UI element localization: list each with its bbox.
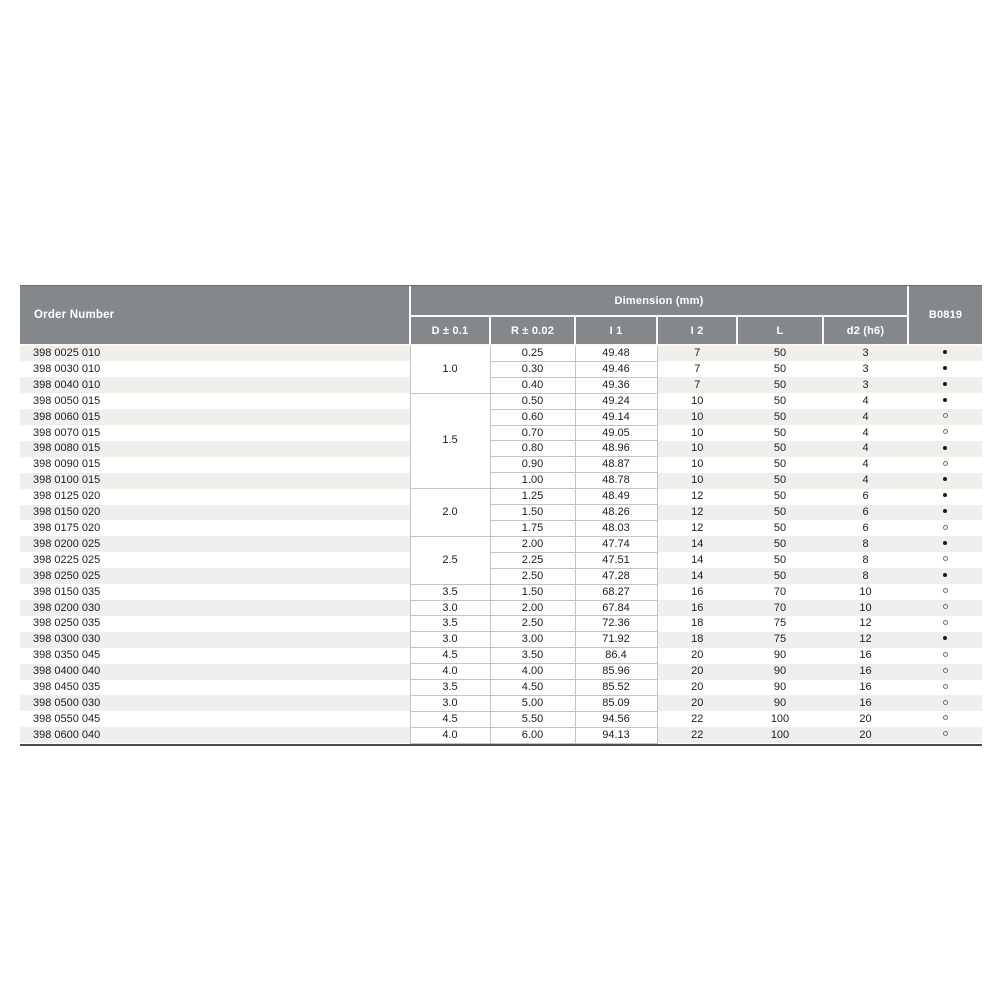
radius-cell: 1.25 — [490, 489, 575, 505]
stock-mark-cell — [908, 695, 982, 711]
stock-open-dot-icon — [943, 588, 948, 593]
radius-cell: 5.50 — [490, 711, 575, 727]
stock-mark-cell — [908, 393, 982, 409]
l2-cell: 14 — [657, 552, 737, 568]
table-row — [20, 616, 982, 632]
radius-cell: 2.50 — [490, 616, 575, 632]
overall-length-cell: 50 — [737, 393, 823, 409]
stock-mark-cell — [908, 505, 982, 521]
l2-cell: 22 — [657, 711, 737, 727]
stock-mark-cell — [908, 457, 982, 473]
diameter-cell: 4.5 — [410, 648, 490, 664]
l2-cell: 12 — [657, 520, 737, 536]
shank-diameter-cell: 4 — [823, 425, 908, 441]
radius-cell: 0.80 — [490, 441, 575, 457]
l2-cell: 7 — [657, 345, 737, 361]
table-row — [20, 632, 982, 648]
shank-diameter-cell: 3 — [823, 345, 908, 361]
l1-cell: 85.52 — [575, 680, 657, 696]
shank-diameter-cell: 12 — [823, 616, 908, 632]
table-row — [20, 361, 982, 377]
col-header-length: L — [737, 316, 823, 345]
table-header — [20, 286, 982, 345]
order-number-cell: 398 0175 020 — [20, 520, 410, 536]
l1-cell: 49.05 — [575, 425, 657, 441]
l1-cell: 48.03 — [575, 520, 657, 536]
radius-cell: 1.50 — [490, 505, 575, 521]
stock-filled-dot-icon — [943, 509, 947, 513]
radius-cell: 4.50 — [490, 680, 575, 696]
radius-cell: 0.90 — [490, 457, 575, 473]
stock-open-dot-icon — [943, 525, 948, 530]
order-number-cell: 398 0030 010 — [20, 361, 410, 377]
table-row — [20, 727, 982, 743]
order-number-cell: 398 0225 025 — [20, 552, 410, 568]
diameter-cell: 3.0 — [410, 632, 490, 648]
order-number-cell: 398 0040 010 — [20, 377, 410, 393]
l1-cell: 48.87 — [575, 457, 657, 473]
table-row — [20, 520, 982, 536]
product-dimensions-table — [20, 286, 982, 744]
shank-diameter-cell: 20 — [823, 711, 908, 727]
stock-mark-cell — [908, 648, 982, 664]
l2-cell: 10 — [657, 409, 737, 425]
l2-cell: 20 — [657, 695, 737, 711]
shank-diameter-cell: 6 — [823, 505, 908, 521]
diameter-cell: 4.0 — [410, 727, 490, 743]
order-number-cell: 398 0250 035 — [20, 616, 410, 632]
diameter-cell: 2.0 — [410, 489, 490, 537]
stock-mark-cell — [908, 584, 982, 600]
stock-filled-dot-icon — [943, 366, 947, 370]
radius-cell: 2.00 — [490, 536, 575, 552]
l2-cell: 20 — [657, 664, 737, 680]
table-row — [20, 536, 982, 552]
order-number-cell: 398 0150 020 — [20, 505, 410, 521]
stock-open-dot-icon — [943, 668, 948, 673]
product-dimensions-table-wrap — [20, 285, 982, 746]
diameter-cell: 3.5 — [410, 680, 490, 696]
shank-diameter-cell: 8 — [823, 536, 908, 552]
stock-mark-cell — [908, 377, 982, 393]
l1-cell: 49.14 — [575, 409, 657, 425]
table-row — [20, 568, 982, 584]
order-number-cell: 398 0080 015 — [20, 441, 410, 457]
stock-open-dot-icon — [943, 700, 948, 705]
shank-diameter-cell: 16 — [823, 680, 908, 696]
shank-diameter-cell: 8 — [823, 568, 908, 584]
l1-cell: 68.27 — [575, 584, 657, 600]
shank-diameter-cell: 6 — [823, 520, 908, 536]
col-header-dimension-group: Dimension (mm) — [410, 286, 908, 316]
radius-cell: 3.50 — [490, 648, 575, 664]
stock-open-dot-icon — [943, 715, 948, 720]
stock-mark-cell — [908, 600, 982, 616]
l2-cell: 10 — [657, 441, 737, 457]
order-number-cell: 398 0200 030 — [20, 600, 410, 616]
overall-length-cell: 90 — [737, 680, 823, 696]
order-number-cell: 398 0150 035 — [20, 584, 410, 600]
l1-cell: 67.84 — [575, 600, 657, 616]
l2-cell: 20 — [657, 648, 737, 664]
diameter-cell: 3.5 — [410, 616, 490, 632]
radius-cell: 0.60 — [490, 409, 575, 425]
shank-diameter-cell: 16 — [823, 648, 908, 664]
stock-open-dot-icon — [943, 652, 948, 657]
order-number-cell: 398 0550 045 — [20, 711, 410, 727]
overall-length-cell: 50 — [737, 345, 823, 361]
overall-length-cell: 70 — [737, 600, 823, 616]
stock-mark-cell — [908, 361, 982, 377]
overall-length-cell: 50 — [737, 536, 823, 552]
stock-open-dot-icon — [943, 413, 948, 418]
table-row — [20, 457, 982, 473]
overall-length-cell: 100 — [737, 711, 823, 727]
radius-cell: 5.00 — [490, 695, 575, 711]
table-row — [20, 648, 982, 664]
order-number-cell: 398 0090 015 — [20, 457, 410, 473]
l1-cell: 47.51 — [575, 552, 657, 568]
overall-length-cell: 50 — [737, 568, 823, 584]
l2-cell: 7 — [657, 377, 737, 393]
overall-length-cell: 50 — [737, 505, 823, 521]
diameter-cell: 1.5 — [410, 393, 490, 488]
l1-cell: 47.74 — [575, 536, 657, 552]
l1-cell: 48.49 — [575, 489, 657, 505]
overall-length-cell: 50 — [737, 489, 823, 505]
l1-cell: 49.48 — [575, 345, 657, 361]
stock-mark-cell — [908, 727, 982, 743]
l2-cell: 14 — [657, 536, 737, 552]
stock-open-dot-icon — [943, 620, 948, 625]
col-header-order-number: Order Number — [20, 286, 410, 345]
radius-cell: 4.00 — [490, 664, 575, 680]
radius-cell: 0.25 — [490, 345, 575, 361]
overall-length-cell: 75 — [737, 632, 823, 648]
radius-cell: 2.25 — [490, 552, 575, 568]
overall-length-cell: 50 — [737, 441, 823, 457]
radius-cell: 3.00 — [490, 632, 575, 648]
table-row — [20, 489, 982, 505]
overall-length-cell: 50 — [737, 425, 823, 441]
stock-mark-cell — [908, 409, 982, 425]
stock-open-dot-icon — [943, 731, 948, 736]
l2-cell: 10 — [657, 425, 737, 441]
stock-mark-cell — [908, 616, 982, 632]
overall-length-cell: 50 — [737, 457, 823, 473]
order-number-cell: 398 0200 025 — [20, 536, 410, 552]
l2-cell: 7 — [657, 361, 737, 377]
stock-filled-dot-icon — [943, 541, 947, 545]
stock-mark-cell — [908, 520, 982, 536]
order-number-cell: 398 0600 040 — [20, 727, 410, 743]
radius-cell: 1.50 — [490, 584, 575, 600]
table-row — [20, 552, 982, 568]
l2-cell: 16 — [657, 600, 737, 616]
l2-cell: 16 — [657, 584, 737, 600]
stock-filled-dot-icon — [943, 350, 947, 354]
shank-diameter-cell: 4 — [823, 409, 908, 425]
overall-length-cell: 50 — [737, 552, 823, 568]
stock-open-dot-icon — [943, 604, 948, 609]
overall-length-cell: 90 — [737, 695, 823, 711]
stock-mark-cell — [908, 664, 982, 680]
shank-diameter-cell: 3 — [823, 377, 908, 393]
table-row — [20, 505, 982, 521]
radius-cell: 0.50 — [490, 393, 575, 409]
stock-open-dot-icon — [943, 429, 948, 434]
order-number-cell: 398 0070 015 — [20, 425, 410, 441]
stock-mark-cell — [908, 345, 982, 361]
stock-mark-cell — [908, 568, 982, 584]
stock-mark-cell — [908, 489, 982, 505]
diameter-cell: 2.5 — [410, 536, 490, 584]
radius-cell: 2.00 — [490, 600, 575, 616]
stock-filled-dot-icon — [943, 636, 947, 640]
col-header-r-tolerance: R ± 0.02 — [490, 316, 575, 345]
l1-cell: 49.46 — [575, 361, 657, 377]
l2-cell: 18 — [657, 632, 737, 648]
l1-cell: 85.09 — [575, 695, 657, 711]
shank-diameter-cell: 4 — [823, 473, 908, 489]
overall-length-cell: 100 — [737, 727, 823, 743]
diameter-cell: 4.5 — [410, 711, 490, 727]
radius-cell: 0.40 — [490, 377, 575, 393]
table-row — [20, 473, 982, 489]
l1-cell: 94.56 — [575, 711, 657, 727]
overall-length-cell: 90 — [737, 648, 823, 664]
stock-filled-dot-icon — [943, 493, 947, 497]
diameter-cell: 3.0 — [410, 695, 490, 711]
overall-length-cell: 50 — [737, 520, 823, 536]
shank-diameter-cell: 10 — [823, 584, 908, 600]
order-number-cell: 398 0100 015 — [20, 473, 410, 489]
l2-cell: 20 — [657, 680, 737, 696]
radius-cell: 0.30 — [490, 361, 575, 377]
l2-cell: 10 — [657, 473, 737, 489]
table-row — [20, 584, 982, 600]
radius-cell: 1.75 — [490, 520, 575, 536]
stock-open-dot-icon — [943, 684, 948, 689]
diameter-cell: 3.5 — [410, 584, 490, 600]
overall-length-cell: 90 — [737, 664, 823, 680]
table-row — [20, 600, 982, 616]
shank-diameter-cell: 8 — [823, 552, 908, 568]
table-row — [20, 695, 982, 711]
table-row — [20, 680, 982, 696]
stock-mark-cell — [908, 680, 982, 696]
stock-mark-cell — [908, 425, 982, 441]
order-number-cell: 398 0350 045 — [20, 648, 410, 664]
l1-cell: 72.36 — [575, 616, 657, 632]
order-number-cell: 398 0300 030 — [20, 632, 410, 648]
overall-length-cell: 50 — [737, 473, 823, 489]
stock-mark-cell — [908, 711, 982, 727]
stock-mark-cell — [908, 473, 982, 489]
table-row — [20, 393, 982, 409]
l2-cell: 12 — [657, 489, 737, 505]
l1-cell: 48.96 — [575, 441, 657, 457]
l1-cell: 71.92 — [575, 632, 657, 648]
order-number-cell: 398 0400 040 — [20, 664, 410, 680]
overall-length-cell: 75 — [737, 616, 823, 632]
stock-mark-cell — [908, 632, 982, 648]
radius-cell: 1.00 — [490, 473, 575, 489]
shank-diameter-cell: 3 — [823, 361, 908, 377]
overall-length-cell: 70 — [737, 584, 823, 600]
stock-mark-cell — [908, 536, 982, 552]
col-header-b0819: B0819 — [908, 286, 982, 345]
order-number-cell: 398 0250 025 — [20, 568, 410, 584]
stock-filled-dot-icon — [943, 573, 947, 577]
l1-cell: 49.36 — [575, 377, 657, 393]
shank-diameter-cell: 12 — [823, 632, 908, 648]
overall-length-cell: 50 — [737, 361, 823, 377]
table-body — [20, 345, 982, 743]
table-row — [20, 441, 982, 457]
l1-cell: 94.13 — [575, 727, 657, 743]
radius-cell: 2.50 — [490, 568, 575, 584]
table-row — [20, 664, 982, 680]
order-number-cell: 398 0050 015 — [20, 393, 410, 409]
shank-diameter-cell: 16 — [823, 695, 908, 711]
stock-filled-dot-icon — [943, 446, 947, 450]
table-row — [20, 377, 982, 393]
radius-cell: 0.70 — [490, 425, 575, 441]
l1-cell: 85.96 — [575, 664, 657, 680]
table-row — [20, 345, 982, 361]
l2-cell: 10 — [657, 393, 737, 409]
col-header-l2: I 2 — [657, 316, 737, 345]
table-row — [20, 409, 982, 425]
order-number-cell: 398 0060 015 — [20, 409, 410, 425]
radius-cell: 6.00 — [490, 727, 575, 743]
shank-diameter-cell: 4 — [823, 393, 908, 409]
col-header-shank-diameter: d2 (h6) — [823, 316, 908, 345]
table-row — [20, 711, 982, 727]
stock-filled-dot-icon — [943, 477, 947, 481]
order-number-cell: 398 0450 035 — [20, 680, 410, 696]
col-header-l1: I 1 — [575, 316, 657, 345]
stock-open-dot-icon — [943, 556, 948, 561]
shank-diameter-cell: 16 — [823, 664, 908, 680]
diameter-cell: 1.0 — [410, 345, 490, 393]
l2-cell: 12 — [657, 505, 737, 521]
col-header-d-tolerance: D ± 0.1 — [410, 316, 490, 345]
l1-cell: 47.28 — [575, 568, 657, 584]
l1-cell: 48.26 — [575, 505, 657, 521]
order-number-cell: 398 0125 020 — [20, 489, 410, 505]
overall-length-cell: 50 — [737, 377, 823, 393]
shank-diameter-cell: 4 — [823, 457, 908, 473]
stock-mark-cell — [908, 441, 982, 457]
l1-cell: 86.4 — [575, 648, 657, 664]
l1-cell: 48.78 — [575, 473, 657, 489]
l1-cell: 49.24 — [575, 393, 657, 409]
shank-diameter-cell: 20 — [823, 727, 908, 743]
l2-cell: 10 — [657, 457, 737, 473]
shank-diameter-cell: 10 — [823, 600, 908, 616]
stock-filled-dot-icon — [943, 382, 947, 386]
l2-cell: 22 — [657, 727, 737, 743]
table-row — [20, 425, 982, 441]
stock-filled-dot-icon — [943, 398, 947, 402]
stock-mark-cell — [908, 552, 982, 568]
order-number-cell: 398 0500 030 — [20, 695, 410, 711]
overall-length-cell: 50 — [737, 409, 823, 425]
shank-diameter-cell: 6 — [823, 489, 908, 505]
diameter-cell: 3.0 — [410, 600, 490, 616]
l2-cell: 18 — [657, 616, 737, 632]
header-row-top — [20, 286, 982, 316]
diameter-cell: 4.0 — [410, 664, 490, 680]
shank-diameter-cell: 4 — [823, 441, 908, 457]
stock-open-dot-icon — [943, 461, 948, 466]
order-number-cell: 398 0025 010 — [20, 345, 410, 361]
l2-cell: 14 — [657, 568, 737, 584]
